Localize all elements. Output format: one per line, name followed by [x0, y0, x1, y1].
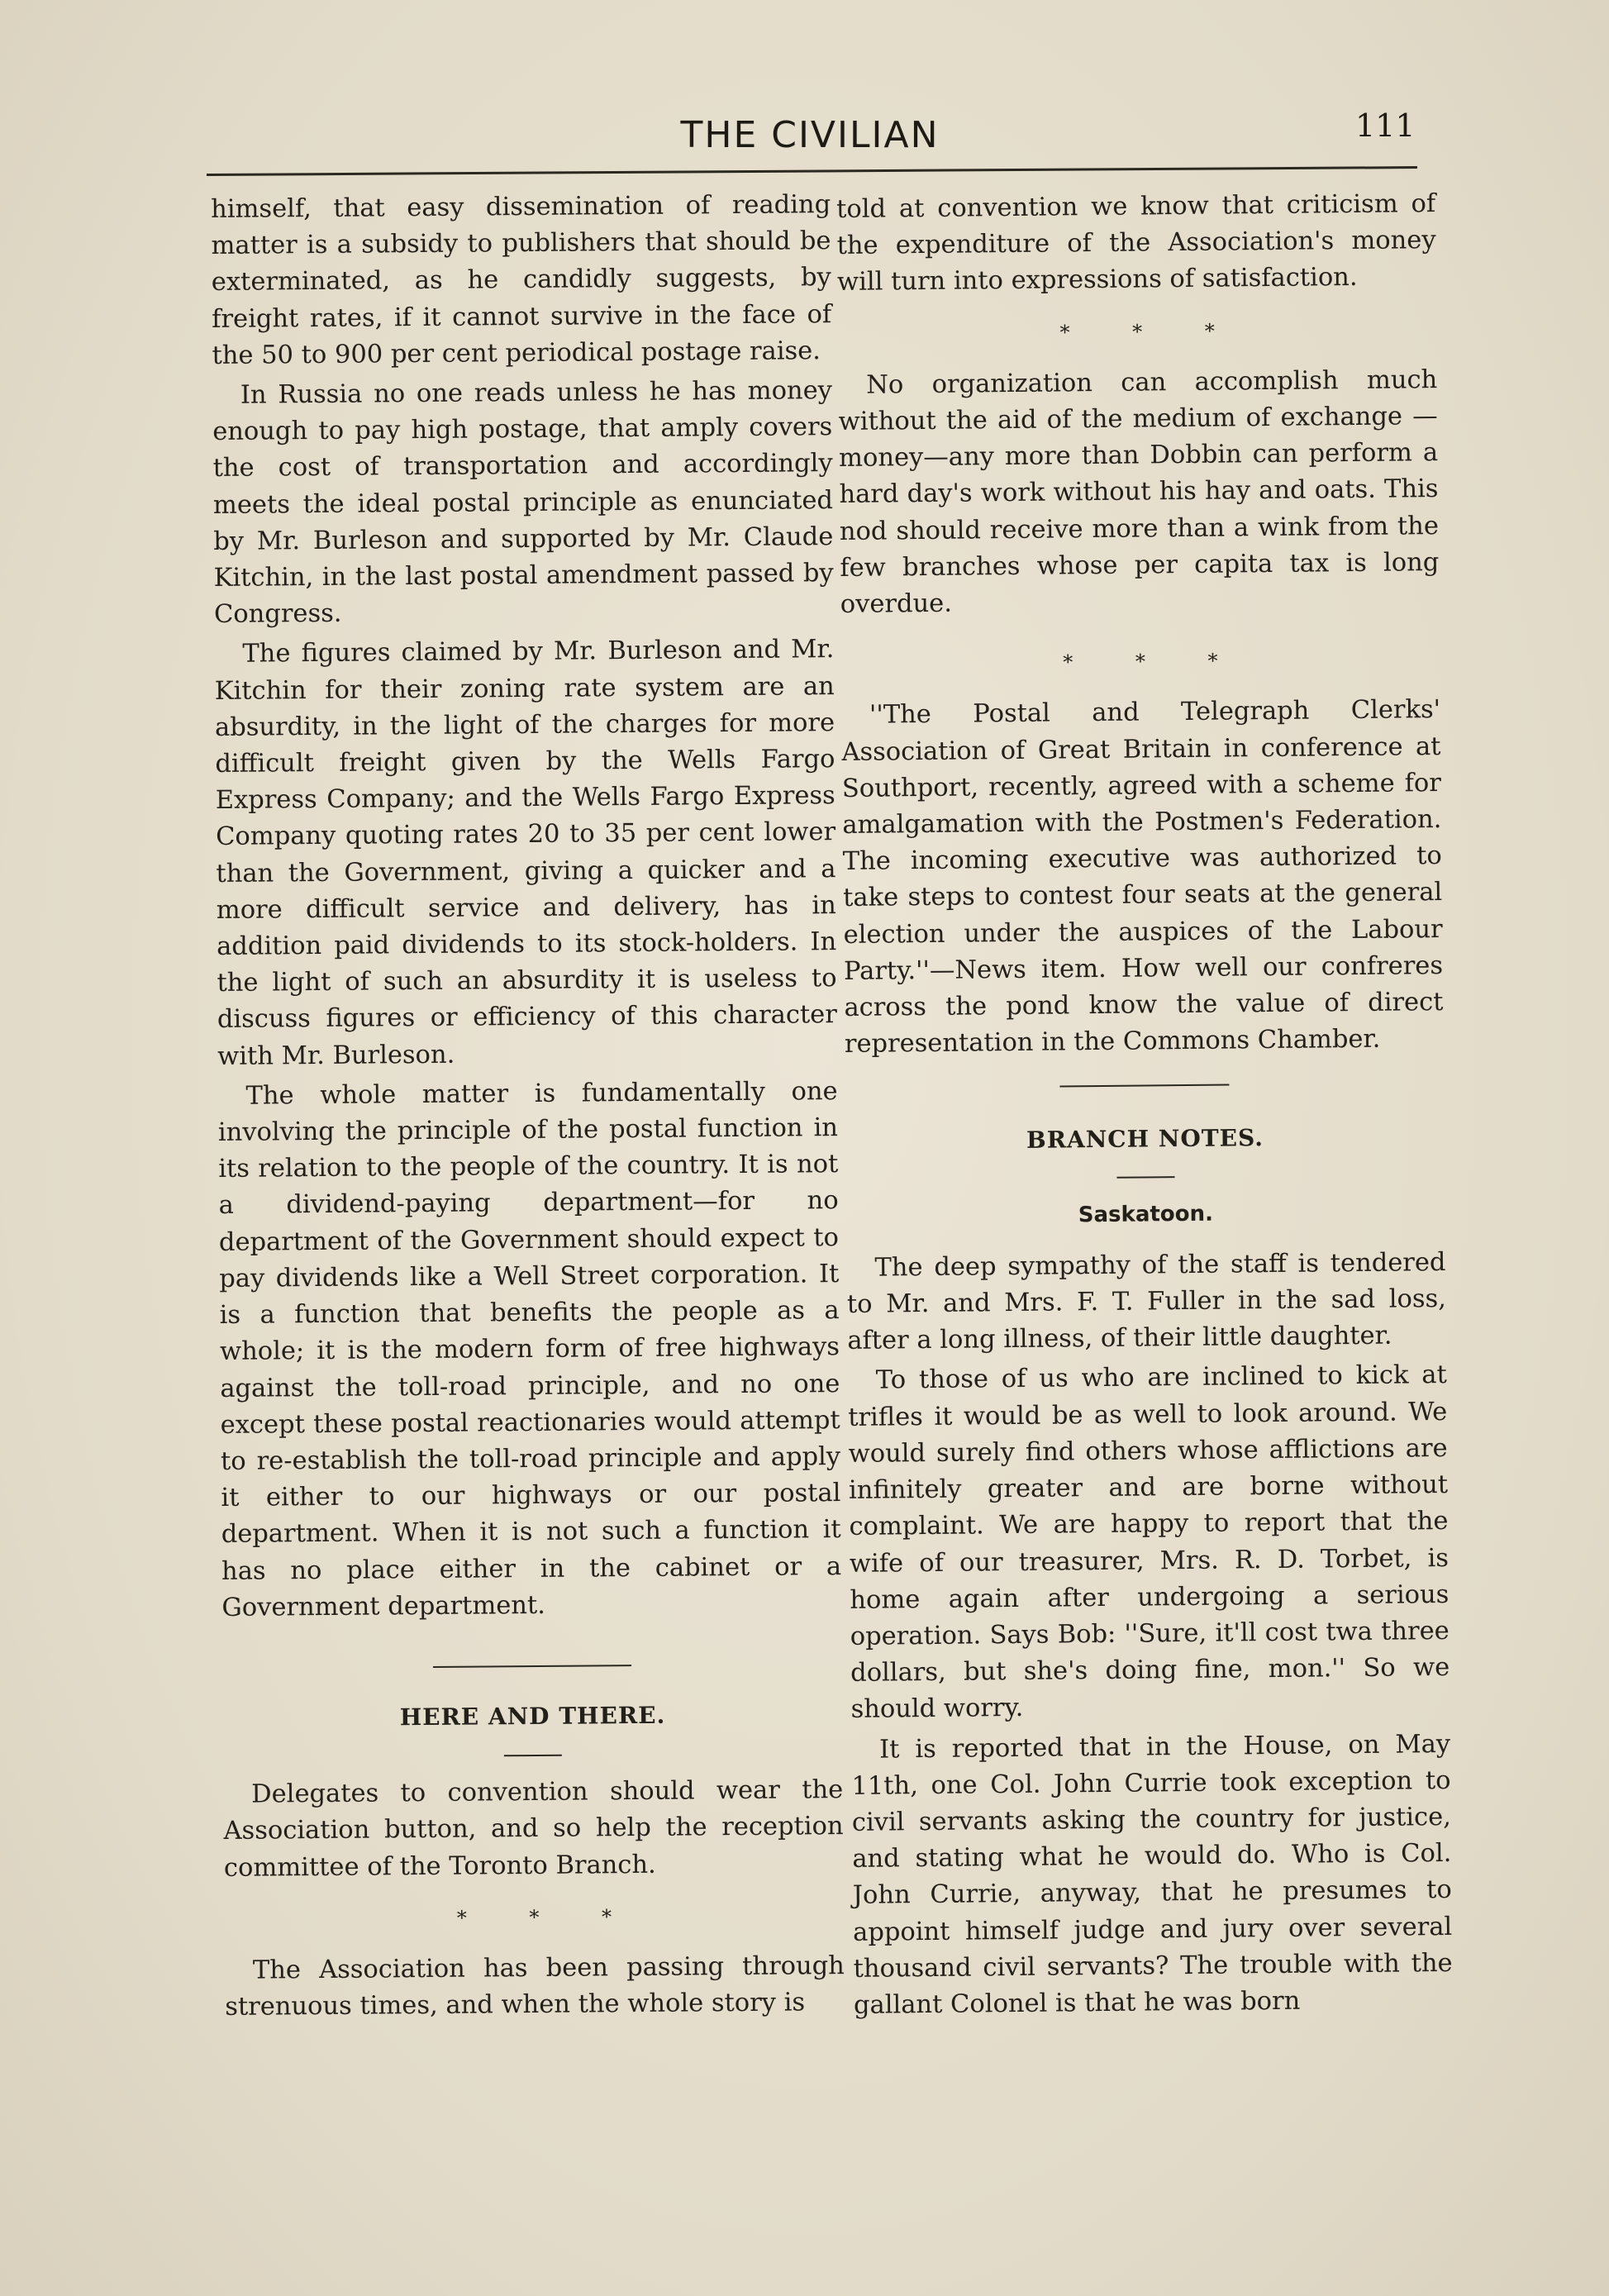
paragraph: The deep sympathy of the staff is tendered to Mr. and Mrs. F. T. Fuller in the sad loss, after a long illness, of their little daughter.: [846, 1247, 1447, 1356]
page-title: THE CIVILIAN: [680, 114, 940, 156]
paragraph: It is reported that in the House, on May 11th, one Col. John Currie took exception to civil servants asking the country for justice, and stating what he would do. Who is Col. John Currie, anyway, that he presumes to appoint himself judge and jury over several thousand civil servants? The trouble with the gallant Colonel is that he was born: [851, 1729, 1453, 2020]
left-column: [211, 187, 845, 2026]
paragraph: told at convention we know that criticism of the expenditure of the Association's money will turn into expressions of satisfaction.: [836, 189, 1436, 298]
paragraph: himself, that easy dissemination of reading matter is a subsidy to publishers that should be exterminated, as he candidly suggests, by freight rates, if it cannot survive in the face of the 50 to 900 per cent periodical postage raise.: [211, 190, 832, 370]
right-column: [836, 186, 1453, 2024]
paragraph: The figures claimed by Mr. Burleson and Mr. Kitchin for their zoning rate system are an absurdity, in the light of the charges for more difficult freight given by the Wells Fargo Express Company; and the Wells Fargo Express Company quoting rates 20 to 35 per cent lower than the Government, giving a quicker and a more difficult service and delivery, has in addition paid dividends to its stock-holders. In the light of such an absurdity it is useless to discuss figures or efficiency of this character with Mr. Burleson.: [214, 635, 837, 1071]
sub-heading-saskatoon: Saskatoon.: [1078, 1201, 1214, 1227]
section-heading-branch-notes: BRANCH NOTES.: [1026, 1124, 1264, 1155]
paragraph: No organization can accomplish much without the aid of the medium of exchange —money—any more than Dobbin can perform a hard day's work without his hay and oats. This nod should receive more than a wink from the few branches whose per capita tax is long overdue.: [838, 364, 1440, 620]
asterisk-separator: * * *: [1063, 649, 1246, 674]
paragraph: ''The Postal and Telegraph Clerks' Association of Great Britain in conference at Southport, recently, agreed with a scheme for amalgamation with the Postmen's Federation. The incoming executive was authorized to take steps to contest four seats at the general election under the auspices of the Labour Party.''—News item. How well our confreres across the pond know the value of direct representation in the Commons Chamber.: [841, 695, 1444, 1060]
paragraph: The Association has been passing through strenuous times, and when the whole story is: [225, 1951, 845, 2022]
section-heading-here-and-there: HERE AND THERE.: [399, 1701, 666, 1732]
page-number: 111: [1355, 107, 1416, 144]
paragraph: To those of us who are inclined to kick at trifles it would be as well to look around. We would surely find others whose afflictions are infinitely greater and are borne without complaint. We are happy to report that the wife of our treasurer, Mrs. R. D. Torbet, is home again after undergoing a serious operation. Says Bob: ''Sure, it'll cost twa three dollars, but she's doing fine, mon.'' So we should worry.: [848, 1360, 1450, 1725]
header-rule: [207, 166, 1417, 176]
paragraph: Delegates to convention should wear the Association button, and so help the reception committee of the Toronto Branch.: [223, 1775, 844, 1883]
asterisk-separator: * * *: [1059, 318, 1243, 345]
paragraph: The whole matter is fundamentally one involving the principle of the postal function in its relation to the people of the country. It is not a dividend-paying department—for no department of the Government should expect to pay dividends like a Well Street corporation. It is a function that benefits the people as a whole; it is the modern form of free highways against the toll-road principle, and no one except these postal reactionaries would attempt to re-establish the toll-road principle and apply it either to our highways or our postal department. When it is not such a function it has no place either in the cabinet or a Government department.: [217, 1076, 842, 1622]
paragraph: In Russia no one reads unless he has money enough to pay high postage, that amply covers the cost of transportation and accordingly meets the ideal postal principle as enunciated by Mr. Burleson and supported by Mr. Claude Kitchin, in the last postal amendment passed by Congress.: [212, 376, 834, 630]
asterisk-separator: * * *: [456, 1904, 640, 1930]
